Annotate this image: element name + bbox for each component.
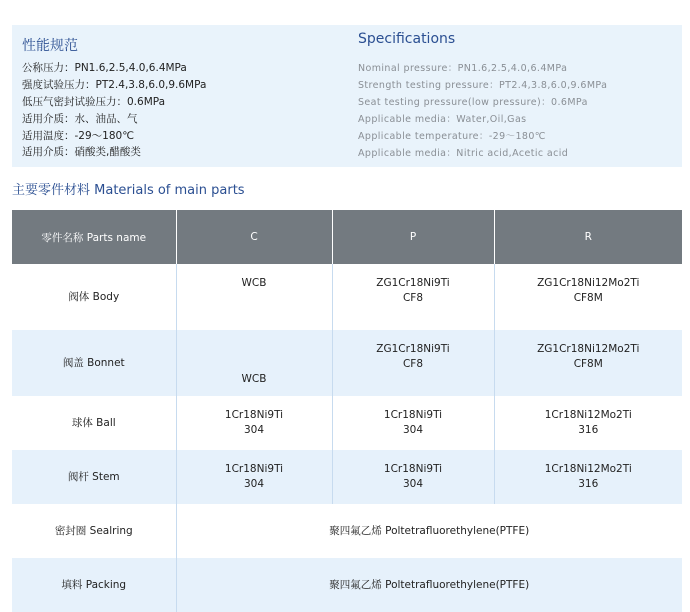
material-standard: CF8 xyxy=(402,358,424,370)
header-c: C xyxy=(176,210,332,264)
material-merged-cell: 聚四氟乙烯 Poltetrafluorethylene(PTFE) xyxy=(329,524,530,537)
material-c-cell xyxy=(176,396,332,450)
header-parts-name: 零件名称 Parts name xyxy=(12,210,176,264)
material-standard: 304 xyxy=(402,424,424,436)
specs-cn-line: 适用介质：硝酸类,醋酸类 xyxy=(22,146,141,158)
material-r-cell xyxy=(494,264,682,330)
material-standard: 304 xyxy=(402,478,424,490)
specs-en-line: Applicable media：Water,Oil,Gas xyxy=(358,114,527,125)
specifications-panel xyxy=(12,25,682,167)
material-standard: CF8M xyxy=(573,358,603,370)
table-row-bonnet xyxy=(12,330,682,396)
material-value: 1Cr18Ni9Ti xyxy=(383,409,443,421)
part-name-cell: 阀盖 Bonnet xyxy=(12,330,176,396)
material-value: 1Cr18Ni12Mo2Ti xyxy=(544,463,632,475)
part-name-cell: 阀杆 Stem xyxy=(12,450,176,504)
specs-cn-line: 适用介质：水、油品、气 xyxy=(22,113,138,125)
material-standard: CF8 xyxy=(402,292,424,304)
material-value: ZG1Cr18Ni12Mo2Ti xyxy=(537,343,640,355)
specs-en-line: Strength testing pressure：PT2.4,3.8,6.0,9.6MPa xyxy=(358,80,608,91)
material-value: 1Cr18Ni9Ti xyxy=(224,463,284,475)
material-value: WCB xyxy=(241,373,267,385)
table-row-packing xyxy=(12,558,682,612)
material-standard: CF8M xyxy=(573,292,603,304)
materials-section-title: 主要零件材料 Materials of main parts xyxy=(12,183,245,198)
table-row-body xyxy=(12,264,682,330)
table-row-sealring xyxy=(12,504,682,558)
material-standard: 316 xyxy=(578,478,599,490)
material-value: ZG1Cr18Ni12Mo2Ti xyxy=(537,277,640,289)
material-merged-cell: 聚四氟乙烯 Poltetrafluorethylene(PTFE) xyxy=(176,558,682,612)
specs-cn-line: 公称压力：PN1.6,2.5,4.0,6.4MPa xyxy=(22,62,187,74)
material-value: ZG1Cr18Ni9Ti xyxy=(376,343,450,355)
part-name-cell: 填料 Packing xyxy=(12,558,176,612)
specs-en-line: Applicable media：Nitric acid,Acetic acid xyxy=(358,148,569,159)
specs-en-line: Applicable temperature：-29～180℃ xyxy=(358,131,546,142)
material-standard: 316 xyxy=(578,424,599,436)
material-r-cell xyxy=(494,396,682,450)
material-standard: 304 xyxy=(243,478,265,490)
material-p-cell xyxy=(332,264,494,330)
specs-cn-line: 适用温度：-29～180℃ xyxy=(22,130,134,142)
material-value: ZG1Cr18Ni9Ti xyxy=(376,277,450,289)
material-c-cell xyxy=(176,264,332,330)
table-header-row xyxy=(12,210,682,264)
materials-table xyxy=(12,210,682,612)
table-row-stem xyxy=(12,450,682,504)
specs-cn-title: 性能规范 xyxy=(22,38,78,54)
specs-cn-line: 低压气密封试验压力：0.6MPa xyxy=(22,96,166,108)
material-p-cell xyxy=(332,450,494,504)
specs-en-title: Specifications xyxy=(358,31,456,47)
material-r-cell xyxy=(494,330,682,396)
material-value: 1Cr18Ni9Ti xyxy=(383,463,443,475)
material-value: 1Cr18Ni9Ti xyxy=(224,409,284,421)
part-name-cell: 阀体 Body xyxy=(12,264,176,330)
material-p-cell xyxy=(332,330,494,396)
header-p: P xyxy=(332,210,494,264)
table-row-ball xyxy=(12,396,682,450)
specs-en-line: Nominal pressure：PN1.6,2.5,4.0,6.4MPa xyxy=(358,63,568,74)
material-value: WCB xyxy=(241,277,267,289)
material-p-cell xyxy=(332,396,494,450)
specs-cn-line: 强度试验压力：PT2.4,3.8,6.0,9.6MPa xyxy=(22,79,207,91)
header-r: R xyxy=(494,210,682,264)
material-c-cell xyxy=(176,450,332,504)
part-name-cell: 球体 Ball xyxy=(12,396,176,450)
material-value: 1Cr18Ni12Mo2Ti xyxy=(544,409,632,421)
specs-en-line: Seat testing pressure(low pressure)：0.6MPa xyxy=(358,97,588,108)
part-name-cell: 密封圈 Sealring xyxy=(12,504,176,558)
material-r-cell xyxy=(494,450,682,504)
material-standard: 304 xyxy=(243,424,265,436)
material-c-cell xyxy=(176,330,332,396)
